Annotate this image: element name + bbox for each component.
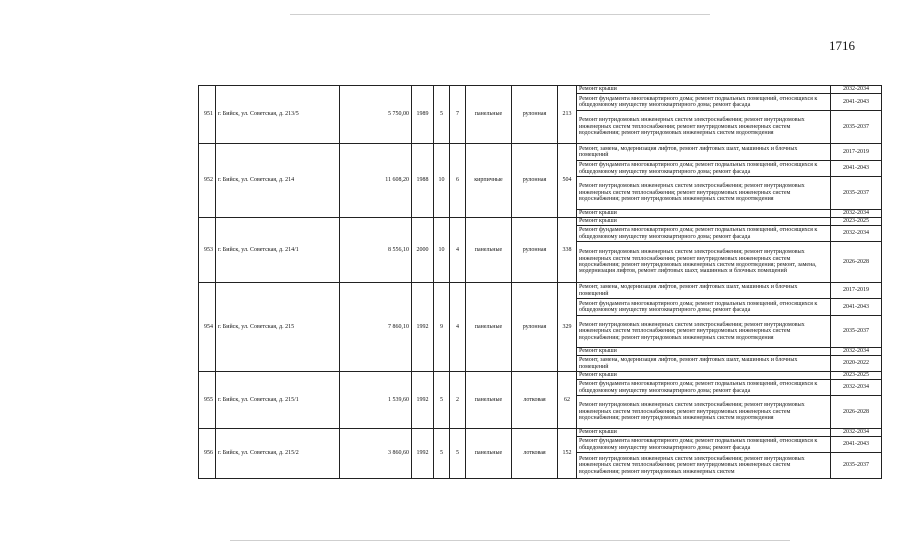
work-period: 2023-2025 <box>831 218 882 226</box>
roof-type-cell: рулонная <box>512 283 558 372</box>
work-period: 2032-2034 <box>831 210 882 218</box>
work-description: Ремонт крыши <box>577 372 831 380</box>
table-row <box>199 86 882 94</box>
work-period: 2032-2034 <box>831 86 882 94</box>
area-cell: 7 860,10 <box>340 283 412 372</box>
table-row <box>199 218 882 226</box>
work-description: Ремонт, замена, модернизация лифтов, ремонт лифтовых шахт, машинных и блочных помещений <box>577 356 831 372</box>
year-cell: 1992 <box>412 429 434 479</box>
address-cell: г. Бийск, ул. Советская, д. 214 <box>216 144 340 218</box>
work-period: 2035-2037 <box>831 453 882 479</box>
wall-material-cell: панельные <box>466 372 512 429</box>
floors-cell: 10 <box>434 218 450 283</box>
work-description: Ремонт, замена, модернизация лифтов, ремонт лифтовых шахт, машинных и блочных помещений <box>577 283 831 299</box>
work-description: Ремонт крыши <box>577 429 831 437</box>
scan-bottom-edge <box>230 540 790 541</box>
entrances-cell: 6 <box>450 144 466 218</box>
year-cell: 1988 <box>412 144 434 218</box>
work-period: 2041-2043 <box>831 161 882 177</box>
work-period: 2032-2034 <box>831 226 882 242</box>
work-period: 2026-2028 <box>831 396 882 429</box>
floors-cell: 10 <box>434 144 450 218</box>
residents-cell: 213 <box>558 86 577 144</box>
row-number: 954 <box>199 283 216 372</box>
residents-cell: 504 <box>558 144 577 218</box>
work-description: Ремонт фундамента многоквартирного дома; ремонт подвальных помещений, относящихся к общедомовому имуществу многоквартирного дома; ремонт фасада <box>577 437 831 453</box>
year-cell: 1992 <box>412 372 434 429</box>
roof-type-cell: рулонная <box>512 86 558 144</box>
row-number: 955 <box>199 372 216 429</box>
residents-cell: 329 <box>558 283 577 372</box>
work-period: 2035-2037 <box>831 111 882 144</box>
work-period: 2020-2022 <box>831 356 882 372</box>
table-row <box>199 372 882 380</box>
entrances-cell: 4 <box>450 218 466 283</box>
row-number: 951 <box>199 86 216 144</box>
work-description: Ремонт крыши <box>577 348 831 356</box>
work-description: Ремонт фундамента многоквартирного дома; ремонт подвальных помещений, относящихся к общедомовому имуществу многоквартирного дома; ремонт фасада <box>577 380 831 396</box>
year-cell: 1989 <box>412 86 434 144</box>
wall-material-cell: панельные <box>466 218 512 283</box>
work-period: 2017-2019 <box>831 283 882 299</box>
address-cell: г. Бийск, ул. Советская, д. 214/1 <box>216 218 340 283</box>
roof-type-cell: рулонная <box>512 144 558 218</box>
table-row <box>199 429 882 437</box>
residents-cell: 338 <box>558 218 577 283</box>
entrances-cell: 2 <box>450 372 466 429</box>
work-description: Ремонт внутридомовых инженерных систем электроснабжения; ремонт внутридомовых инженерных систем теплоснабжения; ремонт внутридомовых инженерных систем водоснабжения; ремонт внутридомовых инженерных систем водоотведения; ремонт, замена, модернизация лифтов, ремонт лифтовых шахт, машинных и блочных помещений <box>577 242 831 283</box>
row-number: 956 <box>199 429 216 479</box>
work-period: 2032-2034 <box>831 429 882 437</box>
address-cell: г. Бийск, ул. Советская, д. 215/2 <box>216 429 340 479</box>
work-period: 2032-2034 <box>831 348 882 356</box>
roof-type-cell: лотковая <box>512 429 558 479</box>
work-period: 2041-2043 <box>831 299 882 316</box>
year-cell: 2000 <box>412 218 434 283</box>
work-description: Ремонт крыши <box>577 218 831 226</box>
area-cell: 5 750,00 <box>340 86 412 144</box>
area-cell: 1 539,60 <box>340 372 412 429</box>
work-period: 2041-2043 <box>831 94 882 111</box>
entrances-cell: 4 <box>450 283 466 372</box>
work-period: 2032-2034 <box>831 380 882 396</box>
entrances-cell: 7 <box>450 86 466 144</box>
work-period: 2026-2028 <box>831 242 882 283</box>
work-description: Ремонт внутридомовых инженерных систем электроснабжения; ремонт внутридомовых инженерных систем теплоснабжения; ремонт внутридомовых инженерных систем водоснабжения; ремонт внутридомовых инженерных систем водоотведения <box>577 111 831 144</box>
address-cell: г. Бийск, ул. Советская, д. 213/5 <box>216 86 340 144</box>
area-cell: 11 608,20 <box>340 144 412 218</box>
area-cell: 3 860,60 <box>340 429 412 479</box>
work-description: Ремонт внутридомовых инженерных систем электроснабжения; ремонт внутридомовых инженерных систем теплоснабжения; ремонт внутридомовых инженерных систем водоснабжения; ремонт внутридомовых инженерных систем водоотведения <box>577 316 831 348</box>
table-row <box>199 144 882 161</box>
residents-cell: 152 <box>558 429 577 479</box>
register-body <box>199 86 882 479</box>
work-description: Ремонт, замена, модернизация лифтов, ремонт лифтовых шахт, машинных и блочных помещений <box>577 144 831 161</box>
wall-material-cell: панельные <box>466 86 512 144</box>
work-description: Ремонт фундамента многоквартирного дома; ремонт подвальных помещений, относящихся к общедомовому имуществу многоквартирного дома; ремонт фасада <box>577 226 831 242</box>
floors-cell: 5 <box>434 372 450 429</box>
roof-type-cell: лотковая <box>512 372 558 429</box>
work-description: Ремонт фундамента многоквартирного дома; ремонт подвальных помещений, относящихся к общедомовому имуществу многоквартирного дома; ремонт фасада <box>577 161 831 177</box>
work-description: Ремонт фундамента многоквартирного дома; ремонт подвальных помещений, относящихся к общедомовому имуществу многоквартирного дома; ремонт фасада <box>577 94 831 111</box>
work-description: Ремонт фундамента многоквартирного дома; ремонт подвальных помещений, относящихся к общедомовому имуществу многоквартирного дома; ремонт фасада <box>577 299 831 316</box>
work-period: 2035-2037 <box>831 177 882 210</box>
table-row <box>199 283 882 299</box>
address-cell: г. Бийск, ул. Советская, д. 215 <box>216 283 340 372</box>
housing-register-table <box>198 85 882 479</box>
floors-cell: 5 <box>434 429 450 479</box>
work-description: Ремонт крыши <box>577 86 831 94</box>
work-period: 2035-2037 <box>831 316 882 348</box>
row-number: 953 <box>199 218 216 283</box>
work-period: 2017-2019 <box>831 144 882 161</box>
residents-cell: 62 <box>558 372 577 429</box>
page-number: 1716 <box>829 38 855 53</box>
wall-material-cell: панельные <box>466 429 512 479</box>
year-cell: 1992 <box>412 283 434 372</box>
work-description: Ремонт внутридомовых инженерных систем электроснабжения; ремонт внутридомовых инженерных систем теплоснабжения; ремонт внутридомовых инженерных систем водоснабжения; ремонт внутридомовых инженерных систем водоотведения <box>577 396 831 429</box>
row-number: 952 <box>199 144 216 218</box>
work-description: Ремонт внутридомовых инженерных систем электроснабжения; ремонт внутридомовых инженерных систем теплоснабжения; ремонт внутридомовых инженерных систем водоснабжения; ремонт внутридомовых инженерных систем водоотведения <box>577 177 831 210</box>
work-period: 2023-2025 <box>831 372 882 380</box>
floors-cell: 5 <box>434 86 450 144</box>
work-description: Ремонт внутридомовых инженерных систем электроснабжения; ремонт внутридомовых инженерных систем теплоснабжения; ремонт внутридомовых инженерных систем водоснабжения; ремонт внутридомовых инженерных систем <box>577 453 831 479</box>
entrances-cell: 5 <box>450 429 466 479</box>
floors-cell: 9 <box>434 283 450 372</box>
scan-top-edge <box>290 14 710 15</box>
address-cell: г. Бийск, ул. Советская, д. 215/1 <box>216 372 340 429</box>
wall-material-cell: панельные <box>466 283 512 372</box>
area-cell: 8 556,10 <box>340 218 412 283</box>
work-description: Ремонт крыши <box>577 210 831 218</box>
work-period: 2041-2043 <box>831 437 882 453</box>
wall-material-cell: кирпичные <box>466 144 512 218</box>
roof-type-cell: рулонная <box>512 218 558 283</box>
